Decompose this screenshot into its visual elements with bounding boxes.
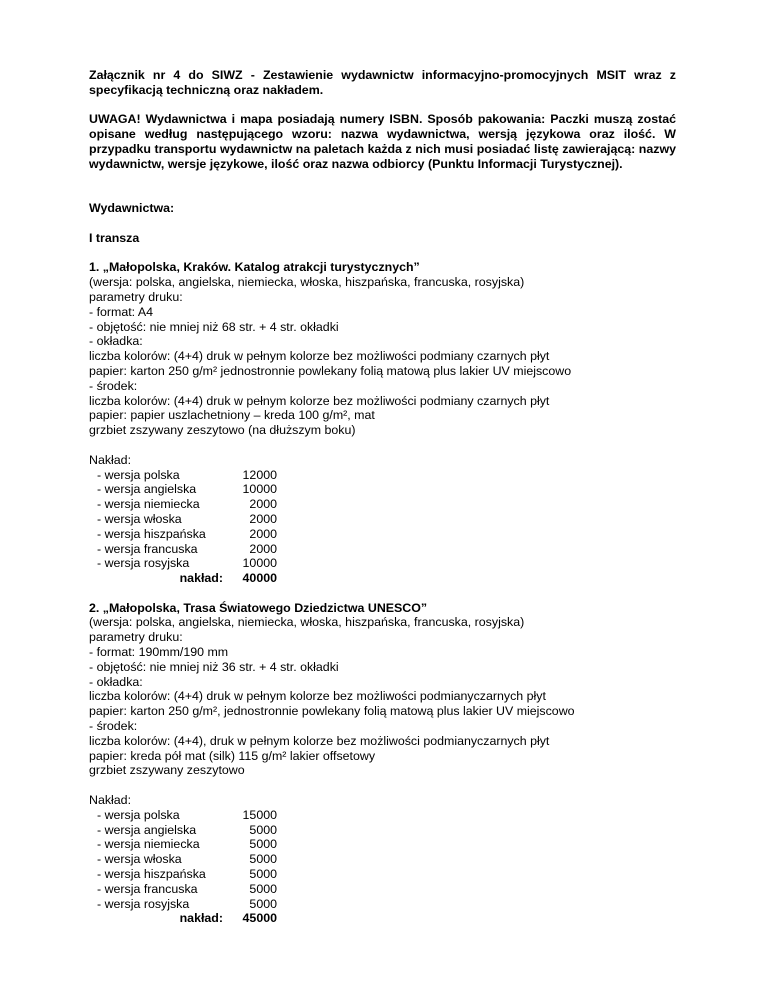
- quantity-value: 2000: [249, 497, 277, 512]
- spec-line: - format: 190mm/190 mm: [89, 645, 229, 660]
- version-label: - wersja niemiecka: [97, 497, 200, 512]
- spec-line: papier: kreda pół mat (silk) 115 g/m² lakier offsetowy: [89, 748, 376, 763]
- naklad-heading: Nakład:: [89, 793, 132, 808]
- spec-line: papier: papier uszlachetniony – kreda 100 g/m², mat: [89, 408, 375, 423]
- print-specification: [89, 275, 676, 438]
- quantity-value: 5000: [249, 822, 277, 837]
- total-value: 40000: [242, 571, 277, 586]
- naklad-row: [97, 882, 277, 897]
- naklad-row: [97, 468, 277, 483]
- version-label: - wersja francuska: [97, 881, 198, 896]
- spec-line: - środek:: [89, 378, 138, 393]
- document-title: Załącznik nr 4 do SIWZ - Zestawienie wydawnictw informacyjno-promocyjnych MSIT wraz z specyfikacją techniczną oraz nakładem.: [89, 68, 676, 97]
- tranche-heading: I transza: [89, 230, 140, 245]
- spec-line: - okładka:: [89, 674, 143, 689]
- naklad-total-row: [97, 911, 277, 926]
- spec-line: grzbiet zszywany zeszytowo (na dłuższym boku): [89, 423, 356, 438]
- naklad-row: [97, 852, 277, 867]
- spec-line: liczba kolorów: (4+4) druk w pełnym kolorze bez możliwości podmianyczarnych płyt: [89, 689, 546, 704]
- spec-line: - format: A4: [89, 304, 154, 319]
- print-specification: [89, 615, 676, 778]
- spec-line: papier: karton 250 g/m² jednostronnie powlekany folią matową plus lakier UV miejscowo: [89, 363, 572, 378]
- version-label: - wersja hiszpańska: [97, 867, 206, 882]
- naklad-row: [97, 897, 277, 912]
- naklad-table: [97, 808, 277, 926]
- publication-title: 1. „Małopolska, Kraków. Katalog atrakcji turystycznych”: [89, 260, 420, 275]
- naklad-row: [97, 527, 277, 542]
- version-label: - wersja angielska: [97, 482, 197, 497]
- naklad-row: [97, 542, 277, 557]
- quantity-value: 2000: [249, 541, 277, 556]
- naklad-row: [97, 837, 277, 852]
- total-label: nakład:: [179, 911, 223, 926]
- spec-line: parametry druku:: [89, 630, 183, 645]
- document-body: [89, 68, 676, 926]
- naklad-row: [97, 512, 277, 527]
- quantity-value: 5000: [249, 896, 277, 911]
- spec-line: - okładka:: [89, 334, 143, 349]
- quantity-value: 5000: [249, 852, 277, 867]
- naklad-table: [97, 468, 277, 586]
- spec-line: - objętość: nie mniej niż 68 str. + 4 str. okładki: [89, 319, 339, 334]
- naklad-row: [97, 497, 277, 512]
- version-label: - wersja niemiecka: [97, 837, 200, 852]
- naklad-total-row: [97, 571, 277, 586]
- version-label: - wersja francuska: [97, 541, 198, 556]
- version-label: - wersja rosyjska: [97, 896, 190, 911]
- quantity-value: 5000: [249, 881, 277, 896]
- version-label: - wersja włoska: [97, 511, 182, 526]
- spec-line: liczba kolorów: (4+4) druk w pełnym kolorze bez możliwości podmiany czarnych płyt: [89, 349, 550, 364]
- spec-line: - objętość: nie mniej niż 36 str. + 4 str. okładki: [89, 659, 339, 674]
- quantity-value: 15000: [242, 807, 277, 822]
- version-label: - wersja rosyjska: [97, 556, 190, 571]
- spec-line: (wersja: polska, angielska, niemiecka, włoska, hiszpańska, francuska, rosyjska): [89, 275, 525, 290]
- total-value: 45000: [242, 911, 277, 926]
- publication-1: [89, 260, 676, 586]
- quantity-value: 10000: [242, 556, 277, 571]
- spec-line: - środek:: [89, 719, 138, 734]
- version-label: - wersja włoska: [97, 852, 182, 867]
- version-label: - wersja angielska: [97, 822, 197, 837]
- quantity-value: 10000: [242, 482, 277, 497]
- naklad-row: [97, 867, 277, 882]
- quantity-value: 12000: [242, 467, 277, 482]
- quantity-value: 5000: [249, 867, 277, 882]
- spec-line: (wersja: polska, angielska, niemiecka, włoska, hiszpańska, francuska, rosyjska): [89, 615, 525, 630]
- spec-line: parametry druku:: [89, 289, 183, 304]
- version-label: - wersja hiszpańska: [97, 526, 206, 541]
- quantity-value: 5000: [249, 837, 277, 852]
- version-label: - wersja polska: [97, 807, 180, 822]
- publication-2: [89, 601, 676, 927]
- naklad-heading: Nakład:: [89, 452, 132, 467]
- spec-line: grzbiet zszywany zeszytowo: [89, 763, 245, 778]
- quantity-value: 2000: [249, 511, 277, 526]
- naklad-row: [97, 556, 277, 571]
- quantity-value: 2000: [249, 526, 277, 541]
- naklad-row: [97, 823, 277, 838]
- spec-line: papier: karton 250 g/m², jednostronnie powlekany folią matową plus lakier UV miejscowo: [89, 704, 575, 719]
- section-heading: Wydawnictwa:: [89, 201, 175, 216]
- version-label: - wersja polska: [97, 467, 180, 482]
- naklad-row: [97, 482, 277, 497]
- total-label: nakład:: [179, 571, 223, 586]
- packaging-notice: UWAGA! Wydawnictwa i mapa posiadają numery ISBN. Sposób pakowania: Paczki muszą zostać opisane według następującego wzoru: nazwa wydawnictwa, wersją językowa oraz ilość. W przypadku transportu wydawnictw na paletach każda z nich musi posiadać listę zawierającą: nazwy wydawnictw, wersje językowe, ilość oraz nazwa odbiorcy (Punktu Informacji Turystycznej).: [89, 112, 676, 171]
- publication-title: 2. „Małopolska, Trasa Światowego Dziedzictwa UNESCO”: [89, 600, 428, 615]
- naklad-row: [97, 808, 277, 823]
- spec-line: liczba kolorów: (4+4), druk w pełnym kolorze bez możliwości podmianyczarnych płyt: [89, 733, 550, 748]
- spec-line: liczba kolorów: (4+4) druk w pełnym kolorze bez możliwości podmiany czarnych płyt: [89, 393, 550, 408]
